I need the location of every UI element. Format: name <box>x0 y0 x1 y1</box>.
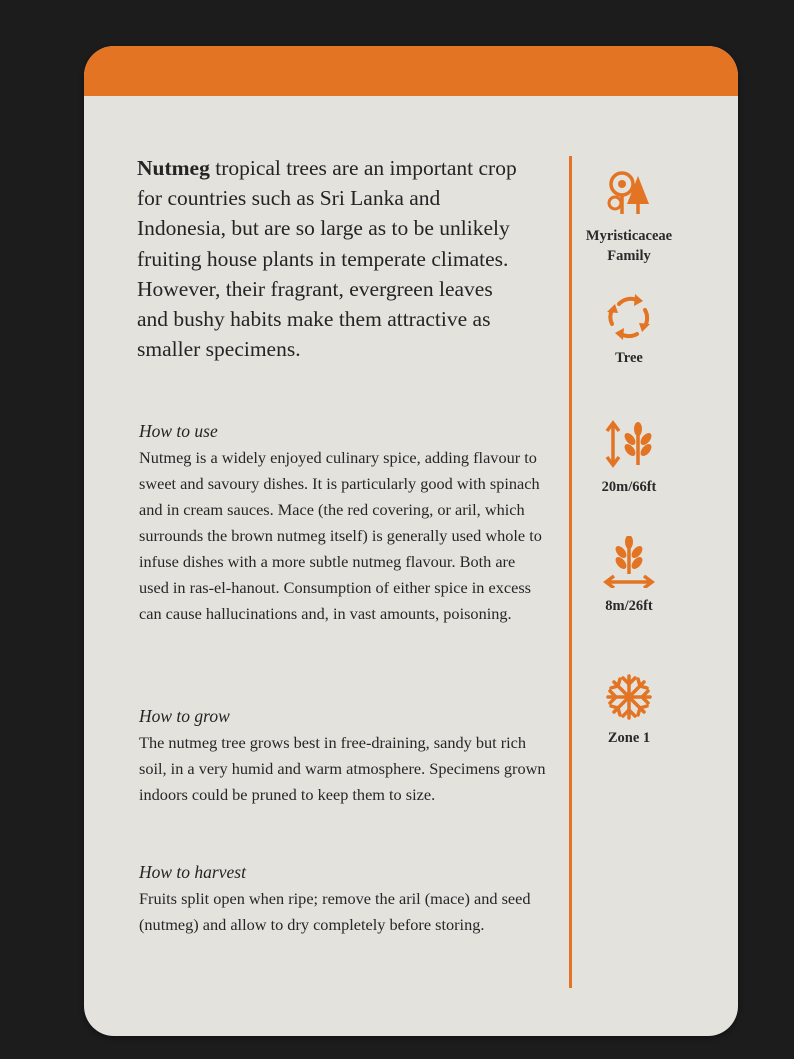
attribute-family <box>574 170 684 266</box>
attribute-label <box>574 477 684 497</box>
card-header-band <box>84 46 738 96</box>
lead-bold-word: Nutmeg <box>137 156 210 180</box>
lead-paragraph <box>137 153 517 364</box>
cycle-arrows-icon <box>605 294 653 340</box>
attribute-label-line: Myristicaceae <box>585 228 673 244</box>
attribute-height <box>574 419 684 497</box>
attribute-label-line: Zone 1 <box>607 730 651 746</box>
section-heading: How to grow <box>139 706 230 726</box>
attribute-type <box>574 294 684 368</box>
section-body: The nutmeg tree grows best in free-draining, sandy but rich soil, in a very humid and warm atmosphere. Specimens grown indoors could be pruned to keep them to size. <box>139 733 546 804</box>
attribute-label-line: 20m/66ft <box>601 479 657 495</box>
attribute-label <box>574 348 684 368</box>
height-icon <box>604 419 654 469</box>
section-how-to-use <box>139 419 549 627</box>
attribute-label <box>574 728 684 748</box>
attribute-zone <box>574 674 684 748</box>
section-heading: How to harvest <box>139 862 246 882</box>
section-body: Nutmeg is a widely enjoyed culinary spice, adding flavour to sweet and savoury dishes. It is particularly good with spinach and in cream sauces. Mace (the red covering, or aril, which surrounds the brown nutmeg itself) is generally used whole to infuse dishes with a more subtle nutmeg flavour. Both are used in ras-el-hanout. Consumption of either spice in excess can cause hallucinations and, in vast amounts, poisoning. <box>139 448 542 623</box>
attribute-label <box>574 226 684 266</box>
attribute-label-line: 8m/26ft <box>605 598 653 614</box>
spread-icon <box>603 536 655 588</box>
trees-icon <box>606 170 652 218</box>
orange-divider <box>569 156 572 988</box>
lead-text: tropical trees are an important crop for countries such as Sri Lanka and Indonesia, but are so large as to be unlikely fruiting house plants in temperate climates. However, their fragrant, evergreen leaves and bushy habits make them attractive as smaller specimens. <box>137 156 517 362</box>
section-heading: How to use <box>139 421 218 441</box>
attribute-label-line: Tree <box>615 350 643 366</box>
section-how-to-harvest <box>139 860 549 938</box>
attribute-label-line: Family <box>607 248 651 264</box>
section-how-to-grow <box>139 704 549 808</box>
section-body: Fruits split open when ripe; remove the aril (mace) and seed (nutmeg) and allow to dry completely before storing. <box>139 889 531 934</box>
plant-card <box>84 46 738 1036</box>
snowflake-icon <box>606 674 652 720</box>
attribute-label <box>574 596 684 616</box>
attribute-spread <box>574 536 684 616</box>
